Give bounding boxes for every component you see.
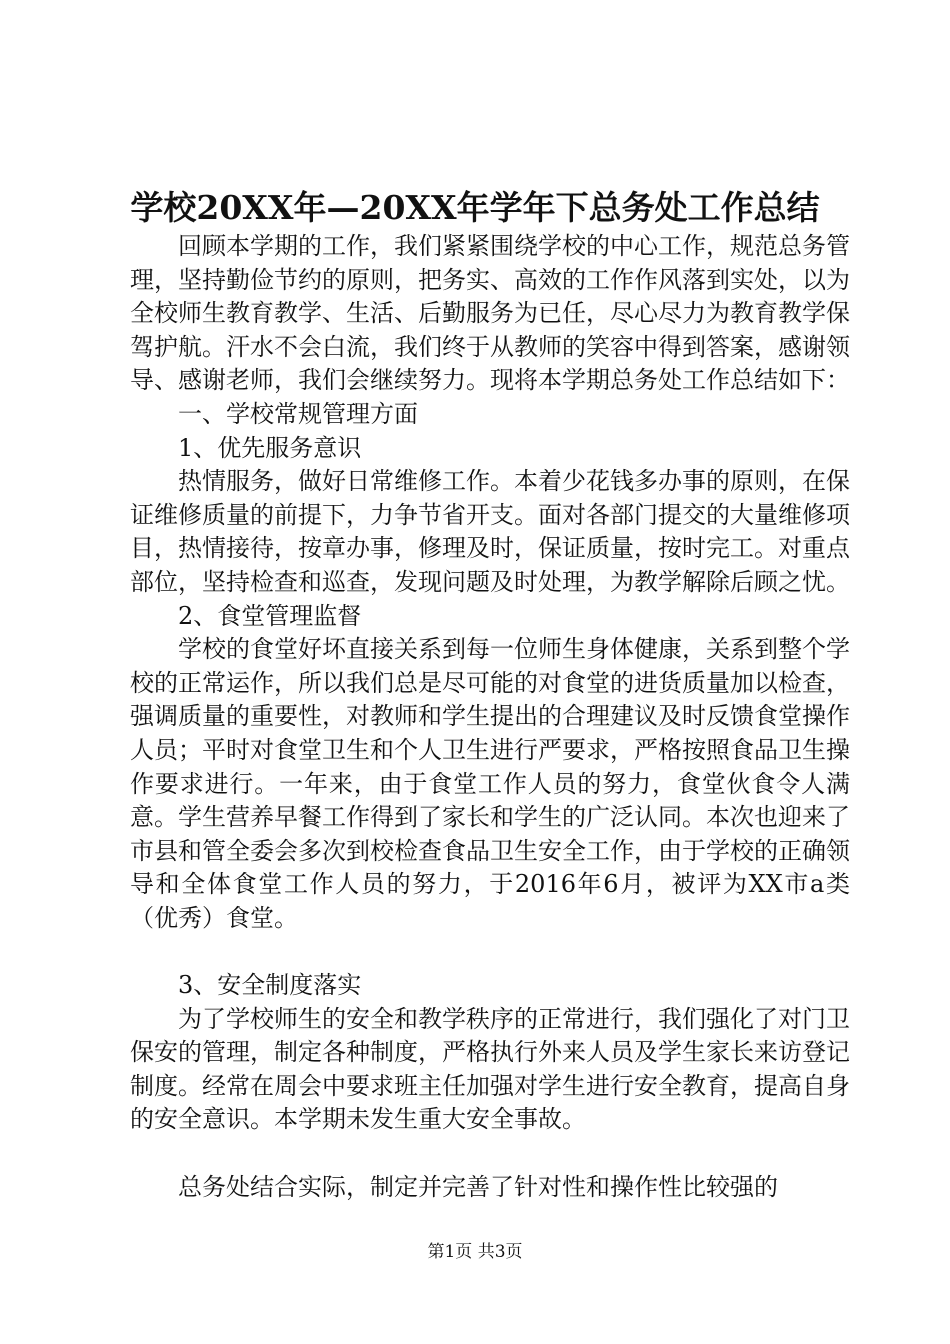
document-body	[130, 230, 850, 1204]
item-paragraph: 为了学校师生的安全和教学秩序的正常进行，我们强化了对门卫保安的管理，制定各种制度，严格执行外来人员及学生家长来访登记制度。经常在周会中要求班主任加强对学生进行安全教育，提高自身的安全意识。本学期未发生重大安全事故。	[130, 1004, 850, 1134]
section-heading: 一、学校常规管理方面	[178, 399, 418, 428]
intro-paragraph: 回顾本学期的工作，我们紧紧围绕学校的中心工作，规范总务管理，坚持勤俭节约的原则，把务实、高效的工作作风落到实处，以为全校师生教育教学、生活、后勤服务为已任，尽心尽力为教育教学保驾护航。汗水不会白流，我们终于从教师的笑容中得到答案，感谢领导、感谢老师，我们会继续努力。现将本学期总务处工作总结如下：	[130, 232, 850, 395]
item-paragraph: 学校的食堂好坏直接关系到每一位师生身体健康，关系到整个学校的正常运作，所以我们总是尽可能的对食堂的进货质量加以检查，强调质量的重要性，对教师和学生提出的合理建议及时反馈食堂操作人员；平时对食堂卫生和个人卫生进行严要求，严格按照食品卫生操作要求进行。一年来，由于食堂工作人员的努力，食堂伙食令人满意。学生营养早餐工作得到了家长和学生的广泛认同。本次也迎来了市县和管全委会多次到校检查食品卫生安全工作，由于学校的正确领导和全体食堂工作人员的努力，于2016年6月，被评为XX市a类（优秀）食堂。	[130, 635, 850, 932]
paragraph-spacer	[130, 935, 850, 969]
item-heading: 2、食堂管理监督	[178, 601, 362, 630]
item-heading: 3、安全制度落实	[178, 971, 362, 1000]
paragraph-spacer	[130, 1137, 850, 1171]
item-heading: 1、优先服务意识	[178, 433, 362, 462]
item-paragraph: 热情服务，做好日常维修工作。本着少花钱多办事的原则，在保证维修质量的前提下，力争节省开支。面对各部门提交的大量维修项目，热情接待，按章办事，修理及时，保证质量，按时完工。对重点部位，坚持检查和巡查，发现问题及时处理，为教学解除后顾之忧。	[130, 467, 850, 596]
page-footer: 第1页 共3页	[427, 1242, 523, 1262]
closing-paragraph: 总务处结合实际，制定并完善了针对性和操作性比较强的	[178, 1172, 778, 1201]
document-title: 学校20XX年—20XX年学年下总务处工作总结	[130, 188, 820, 227]
